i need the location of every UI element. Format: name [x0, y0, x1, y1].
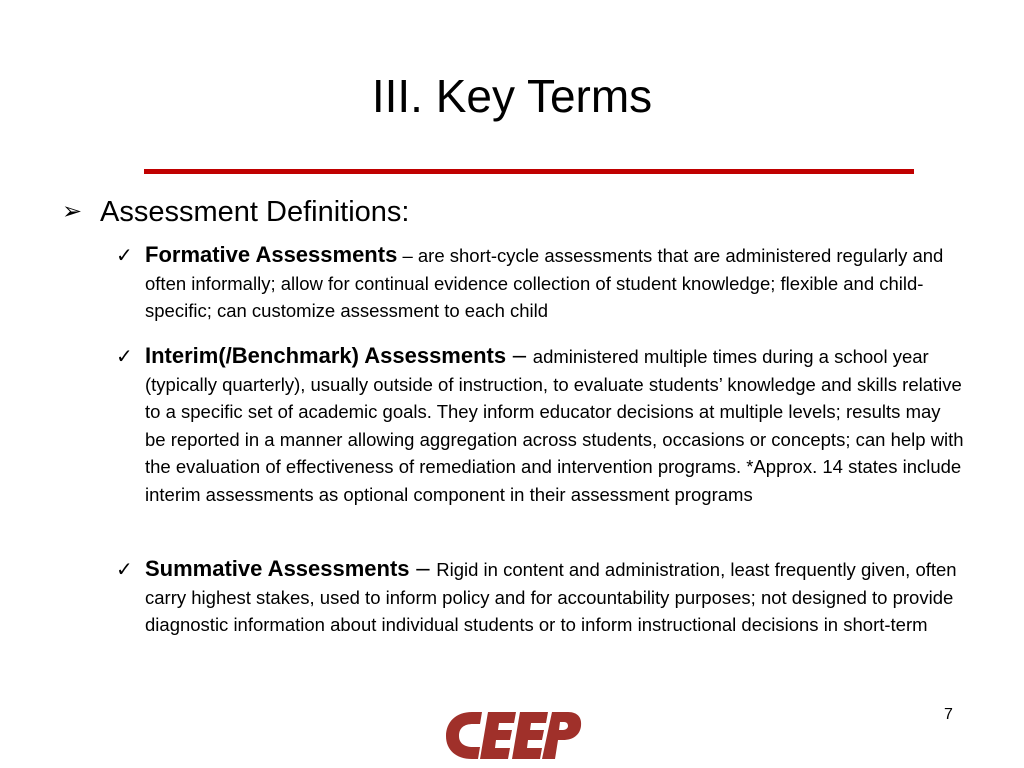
definition-body: Rigid in content and administration, least frequently given, often carry highest stakes, used to inform policy and for accountability purposes; not designed to provide diagnostic information about individual students or to inform instructional decisions in short-term [145, 559, 957, 635]
bullet-assessment-definitions [62, 193, 409, 231]
definition-term: Interim(/Benchmark) Assessments [145, 343, 507, 368]
definition-dash: – [506, 342, 533, 369]
checkmark-icon: ✓ [116, 245, 133, 267]
title-underline [144, 169, 914, 174]
definition-term: Formative Assessments [145, 242, 398, 267]
definition-text [145, 342, 965, 508]
page-number: 7 [944, 706, 953, 723]
definition-body: administered multiple times during a school year (typically quarterly), usually outside of instruction, to evaluate students’ knowledge and skills relative to a specific set of academic goals. They inform educator decisions at multiple levels; results may be reported in a manner allowing aggregation across students, occasions or concepts; can help with the evaluation of effectiveness of remediation and intervention programs. *Approx. 14 states include interim assessments as optional component in their assessment programs [145, 346, 964, 505]
definition-dash: – [397, 245, 418, 266]
bullet-heading-label: Assessment Definitions: [100, 196, 410, 228]
definition-text [145, 555, 965, 639]
definition-body: are short-cycle assessments that are administered regularly and often informally; allow for continual evidence collection of student knowledge; flexible and child-specific; can customize assessment to each child [145, 245, 944, 321]
checkmark-icon: ✓ [116, 559, 133, 581]
slide-title: III. Key Terms [371, 70, 653, 122]
checkmark-icon: ✓ [116, 346, 133, 368]
definition-item-formative [116, 241, 966, 325]
definition-text [145, 241, 965, 325]
definition-item-summative [116, 555, 966, 639]
definition-item-interim [116, 342, 966, 508]
arrowhead-bullet-icon: ➢ [62, 198, 83, 225]
definition-term: Summative Assessments [145, 556, 410, 581]
definition-dash: – [409, 555, 437, 582]
ceep-logo [442, 706, 584, 764]
